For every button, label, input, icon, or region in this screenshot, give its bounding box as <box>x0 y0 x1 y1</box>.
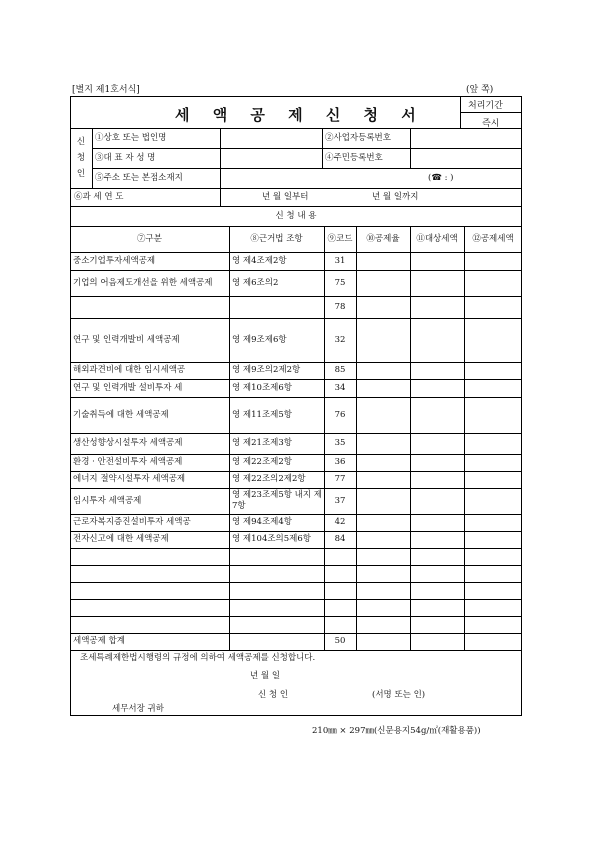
tax-year-to[interactable]: 년 월 일까지 <box>372 191 419 202</box>
row-rate-input[interactable] <box>359 531 409 548</box>
applicant-group-label: 신 청 인 <box>76 137 86 179</box>
row-base-input[interactable] <box>413 488 463 514</box>
row-base-input[interactable] <box>413 379 463 397</box>
row-code: 42 <box>334 517 346 527</box>
form-title: 세 액 공 제 신 청 서 <box>175 106 425 124</box>
row-amount-input[interactable] <box>467 488 521 514</box>
row-code: 85 <box>334 365 346 375</box>
phone-icon: (☎ : ) <box>428 172 454 183</box>
row-base-input[interactable] <box>413 616 463 633</box>
divider <box>92 128 93 188</box>
rep-name-field[interactable] <box>224 148 320 168</box>
row-rate-input[interactable] <box>359 633 409 650</box>
row-category: 기업의 어음제도개선을 위한 세액공제 <box>73 277 213 288</box>
row-category: 연구 및 인력개발비 세액공제 <box>73 334 180 345</box>
row-law: 영 제22조의2제2항 <box>232 474 306 484</box>
row-amount-input[interactable] <box>467 471 521 488</box>
row-amount-input[interactable] <box>467 531 521 548</box>
row-base-input[interactable] <box>413 252 463 270</box>
divider <box>356 226 357 650</box>
divider <box>322 128 323 168</box>
divider <box>220 128 221 168</box>
column-header-base: ⑪대상세액 <box>416 233 458 244</box>
row-amount-input[interactable] <box>467 454 521 471</box>
trade-name-field[interactable] <box>224 128 320 148</box>
row-rate-input[interactable] <box>359 471 409 488</box>
row-amount-input[interactable] <box>467 362 521 379</box>
row-category: 임시투자 세액공제 <box>73 495 142 506</box>
row-law: 영 제9조제6항 <box>232 334 287 345</box>
row-category <box>73 565 228 582</box>
row-category <box>73 582 228 599</box>
row-amount-input[interactable] <box>467 616 521 633</box>
row-law: 영 제11조제5항 <box>232 409 292 420</box>
divider <box>220 168 221 188</box>
row-code: 77 <box>334 474 346 484</box>
row-law <box>232 565 323 582</box>
row-code: 35 <box>334 438 346 448</box>
row-category: 기술취득에 대한 세액공제 <box>73 409 169 420</box>
row-amount-input[interactable] <box>467 514 521 531</box>
phone-field[interactable] <box>428 168 454 188</box>
row-law <box>232 548 323 565</box>
resident-no-field[interactable] <box>412 148 520 168</box>
row-base-input[interactable] <box>413 296 463 318</box>
row-code <box>324 599 356 616</box>
row-amount-input[interactable] <box>467 548 521 565</box>
paper-spec: 210㎜ × 297㎜(신문용지54g/㎡(재활용품)) <box>312 726 481 736</box>
address-label: ⑤주소 또는 본점소재지 <box>95 172 183 183</box>
column-header-code: ⑨코드 <box>327 233 353 244</box>
row-code: 31 <box>334 255 346 266</box>
row-law: 영 제10조제6항 <box>232 382 292 393</box>
divider <box>410 128 411 168</box>
row-base-input[interactable] <box>413 565 463 582</box>
divider <box>410 226 411 650</box>
row-law <box>232 296 323 318</box>
row-rate-input[interactable] <box>359 454 409 471</box>
row-rate-input[interactable] <box>359 514 409 531</box>
biz-reg-no-label: ②사업자등록번호 <box>325 132 391 143</box>
row-law <box>232 582 323 599</box>
section-title: 신 청 내 용 <box>275 210 317 221</box>
divider <box>464 226 465 650</box>
row-law: 영 제4조제2항 <box>232 255 287 266</box>
row-base-input[interactable] <box>413 433 463 454</box>
column-header-category: ⑦구분 <box>137 233 162 244</box>
row-rate-input[interactable] <box>359 433 409 454</box>
row-rate-input[interactable] <box>359 397 409 433</box>
row-category: 중소기업투자세액공제 <box>73 255 156 266</box>
row-rate-input[interactable] <box>359 318 409 362</box>
column-header-law: ⑧근거법 조항 <box>250 233 303 244</box>
row-rate-input[interactable] <box>359 582 409 599</box>
row-amount-input[interactable] <box>467 433 521 454</box>
row-amount-input[interactable] <box>467 397 521 433</box>
row-base-input[interactable] <box>413 582 463 599</box>
row-category: 에너지 절약시설투자 세액공제 <box>73 474 186 484</box>
row-base-input[interactable] <box>413 318 463 362</box>
row-code: 50 <box>334 636 346 646</box>
row-category: 전자신고에 대한 세액공제 <box>73 534 169 544</box>
address-field[interactable] <box>224 168 424 188</box>
row-code: 78 <box>334 301 346 312</box>
row-base-input[interactable] <box>413 633 463 650</box>
row-code: 36 <box>334 457 346 467</box>
row-amount-input[interactable] <box>467 599 521 616</box>
row-base-input[interactable] <box>413 514 463 531</box>
row-law: 영 제104조의5제6항 <box>232 534 312 544</box>
row-code: 75 <box>334 277 346 288</box>
row-category <box>73 616 228 633</box>
row-code <box>324 582 356 599</box>
row-code: 84 <box>334 534 346 544</box>
row-amount-input[interactable] <box>467 252 521 270</box>
column-header-rate: ⑩공제율 <box>366 233 400 244</box>
addressee: 세무서장 귀하 <box>112 703 164 714</box>
row-category: 근로자복지증진설비투자 세액공 <box>73 517 191 527</box>
row-code: 32 <box>334 334 346 345</box>
row-category: 생산성향상시설투자 세액공제 <box>73 438 183 448</box>
row-category: 환경 · 안전설비투자 세액공제 <box>73 457 183 467</box>
row-category: 연구 및 인력개발 설비투자 세 <box>73 382 183 393</box>
signature-placeholder[interactable]: (서명 또는 인) <box>372 689 426 700</box>
divider <box>324 226 325 650</box>
row-base-input[interactable] <box>413 362 463 379</box>
row-rate-input[interactable] <box>359 379 409 397</box>
row-amount-input[interactable] <box>467 633 521 650</box>
row-code <box>324 616 356 633</box>
row-category <box>73 599 228 616</box>
row-law: 영 제94조제4항 <box>232 517 292 527</box>
row-rate-input[interactable] <box>359 252 409 270</box>
row-amount-input[interactable] <box>467 565 521 582</box>
row-law: 영 제23조제5항 내지 제7항 <box>232 490 323 511</box>
row-law: 영 제21조제3항 <box>232 438 292 448</box>
row-rate-input[interactable] <box>359 616 409 633</box>
declaration-date[interactable]: 년 월 일 <box>250 670 281 681</box>
column-header-amount: ⑫공제세액 <box>472 233 514 244</box>
row-amount-input[interactable] <box>467 296 521 318</box>
row-category: 세액공제 합계 <box>73 636 125 646</box>
row-law <box>232 599 323 616</box>
row-category <box>73 548 228 565</box>
row-category <box>73 296 228 318</box>
row-base-input[interactable] <box>413 270 463 296</box>
resident-no-label: ④주민등록번호 <box>325 152 383 163</box>
row-base-input[interactable] <box>413 599 463 616</box>
row-amount-input[interactable] <box>467 379 521 397</box>
row-rate-input[interactable] <box>359 270 409 296</box>
row-rate-input[interactable] <box>359 599 409 616</box>
row-code: 37 <box>334 495 346 506</box>
tax-year-from[interactable]: 년 월 일부터 <box>262 191 309 202</box>
row-rate-input[interactable] <box>359 296 409 318</box>
divider <box>229 226 230 650</box>
form-number-label: [별지 제1호서식] <box>72 85 140 95</box>
processing-period-label: 처리기간 <box>468 101 503 111</box>
row-law: 영 제9조의2제2항 <box>232 365 301 375</box>
row-base-input[interactable] <box>413 471 463 488</box>
row-base-input[interactable] <box>413 548 463 565</box>
row-amount-input[interactable] <box>467 270 521 296</box>
row-base-input[interactable] <box>413 454 463 471</box>
row-law: 영 제22조제2항 <box>232 457 292 467</box>
row-law <box>232 616 323 633</box>
divider <box>460 112 522 113</box>
divider <box>220 188 221 206</box>
row-code <box>324 565 356 582</box>
applicant-signature-label: 신 청 인 <box>258 689 289 700</box>
row-category: 해외과견비에 대한 임시세액공 <box>73 365 186 375</box>
declaration-text: 조세특례제한법시행령의 규정에 의하여 세액공제를 신청합니다. <box>80 652 316 663</box>
tax-year-label: ⑥과 세 연 도 <box>74 191 124 202</box>
row-base-input[interactable] <box>413 397 463 433</box>
row-code: 76 <box>334 409 346 420</box>
row-rate-input[interactable] <box>359 548 409 565</box>
row-rate-input[interactable] <box>359 362 409 379</box>
row-code: 34 <box>334 382 346 393</box>
processing-period-value: 즉시 <box>482 119 500 129</box>
row-law: 영 제6조의2 <box>232 277 279 288</box>
row-rate-input[interactable] <box>359 565 409 582</box>
biz-reg-no-field[interactable] <box>412 128 520 148</box>
row-law <box>232 633 323 650</box>
rep-name-label: ③대 표 자 성 명 <box>95 152 156 163</box>
row-amount-input[interactable] <box>467 582 521 599</box>
row-rate-input[interactable] <box>359 488 409 514</box>
trade-name-label: ①상호 또는 법인명 <box>95 132 167 143</box>
row-base-input[interactable] <box>413 531 463 548</box>
row-code <box>324 548 356 565</box>
page-side-label: (앞 쪽) <box>466 85 494 95</box>
row-amount-input[interactable] <box>467 318 521 362</box>
